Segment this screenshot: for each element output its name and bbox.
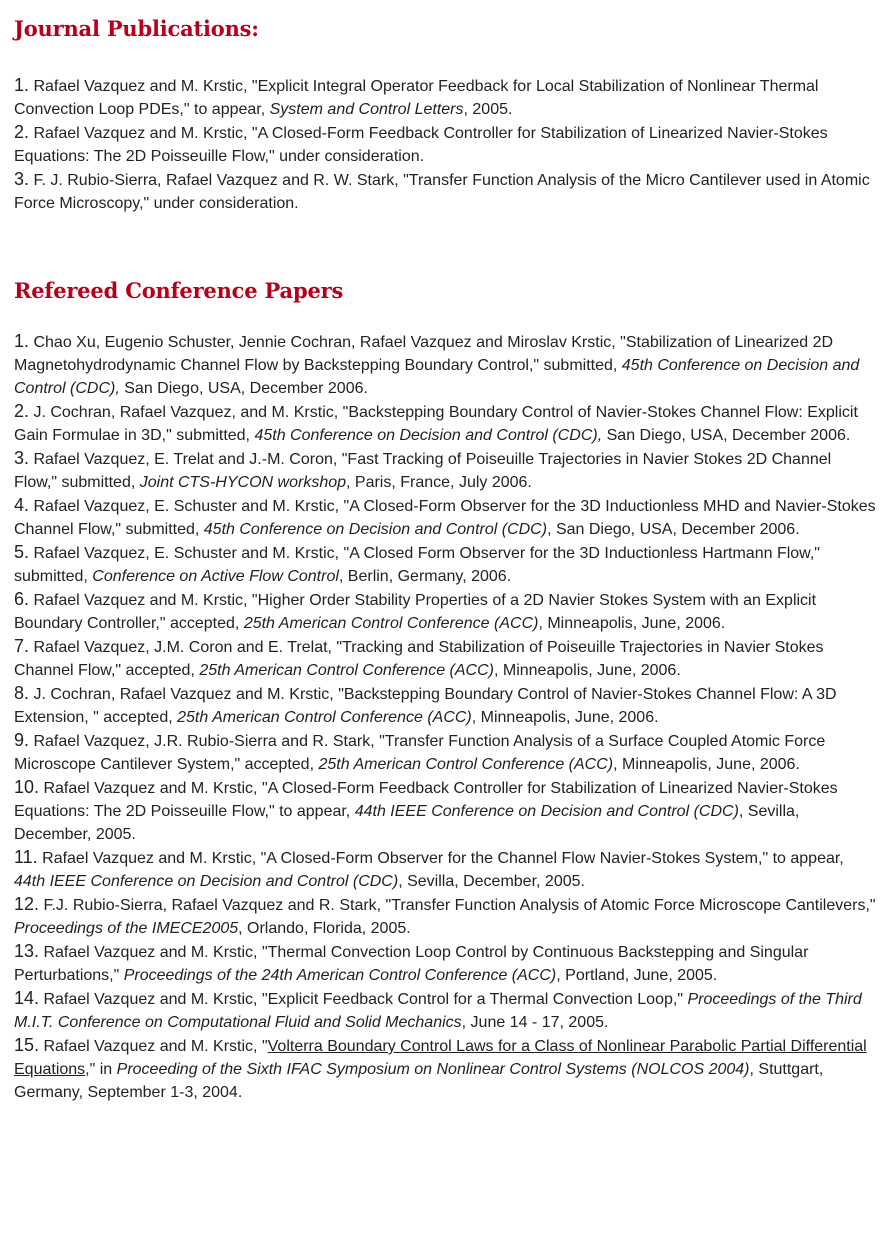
conference-entry	[14, 682, 876, 729]
entry-number: 2.	[14, 401, 30, 421]
entry-text: Rafael Vazquez and M. Krstic, "Explicit Integral Operator Feedback for Local Stabilization of Nonlinear Thermal Convection Loop PDEs," to appear,	[14, 78, 819, 118]
entry-number: 13.	[14, 941, 40, 961]
entry-details: , Minneapolis, June, 2006.	[538, 615, 726, 632]
entry-number: 2.	[14, 122, 30, 142]
entry-number: 1.	[14, 75, 30, 95]
entry-details: , Minneapolis, June, 2006.	[613, 756, 800, 773]
conference-entry	[14, 447, 876, 494]
entry-text: F.J. Rubio-Sierra, Rafael Vazquez and R. Stark, "Transfer Function Analysis of Atomic Force Microscope Cantilevers,"	[39, 897, 876, 914]
entry-venue: System and Control Letters	[269, 101, 464, 118]
entry-details: , Stuttgart, Germany, September 1-3, 2004.	[14, 1061, 824, 1101]
journal-entry	[14, 168, 876, 215]
entry-text: Rafael Vazquez and M. Krstic, "Thermal Convection Loop Control by Continuous Backstepping and Singular Perturbations,"	[14, 944, 809, 984]
entry-number: 6.	[14, 589, 30, 609]
conference-papers-heading: Refereed Conference Papers	[14, 278, 344, 303]
entry-details: , June 14 - 17, 2005.	[461, 1014, 609, 1031]
conference-entry	[14, 893, 876, 940]
conference-entry	[14, 987, 876, 1034]
entry-number: 1.	[14, 331, 30, 351]
entry-details: , Minneapolis, June, 2006.	[471, 709, 659, 726]
entry-venue: 25th American Control Conference (ACC)	[243, 615, 539, 632]
conference-entry	[14, 588, 876, 635]
journal-entry	[14, 74, 876, 121]
entry-venue: 25th American Control Conference (ACC)	[177, 709, 472, 726]
conference-entry	[14, 846, 876, 893]
entry-venue: Proceedings of the Third M.I.T. Conference on Computational Fluid and Solid Mechanics	[14, 991, 862, 1031]
conference-entry	[14, 729, 876, 776]
entry-number: 5.	[14, 542, 30, 562]
journal-publications-heading: Journal Publications:	[14, 16, 259, 41]
entry-text: F. J. Rubio-Sierra, Rafael Vazquez and R. W. Stark, "Transfer Function Analysis of the Micro Cantilever used in Atomic Force Microscopy," under consideration.	[14, 172, 870, 212]
entry-details: San Diego, USA, December 2006.	[602, 427, 851, 444]
entry-number: 10.	[14, 777, 40, 797]
entry-details: , 2005.	[463, 101, 513, 118]
entry-venue: Joint CTS-HYCON workshop	[139, 474, 347, 491]
entry-venue: 45th Conference on Decision and Control (CDC),	[14, 357, 860, 397]
entry-text: Rafael Vazquez and M. Krstic, "A Closed-Form Feedback Controller for Stabilization of Linearized Navier-Stokes Equations: The 2D Poisseuille Flow," to appear,	[14, 780, 838, 820]
entry-number: 14.	[14, 988, 40, 1008]
entry-text: ," in	[85, 1061, 117, 1078]
conference-entry	[14, 400, 876, 447]
entry-details: , Sevilla, December, 2005.	[398, 873, 585, 890]
entry-venue: 25th American Control Conference (ACC)	[199, 662, 494, 679]
entry-venue: 25th American Control Conference (ACC)	[318, 756, 614, 773]
entry-venue: Proceedings of the 24th American Control Conference (ACC)	[123, 967, 557, 984]
conference-papers-list	[14, 330, 876, 1104]
entry-text: Rafael Vazquez and M. Krstic, "A Closed-Form Observer for the Channel Flow Navier-Stokes System," to appear,	[37, 850, 844, 867]
entry-number: 7.	[14, 636, 30, 656]
conference-entry	[14, 940, 876, 987]
journal-entry	[14, 121, 876, 168]
entry-venue: 45th Conference on Decision and Control (CDC),	[254, 427, 603, 444]
conference-entry	[14, 635, 876, 682]
entry-number: 3.	[14, 448, 30, 468]
entry-text: Rafael Vazquez, J.R. Rubio-Sierra and R. Stark, "Transfer Function Analysis of a Surface Coupled Atomic Force Microscope Cantilever System," accepted,	[14, 733, 826, 773]
entry-text: Rafael Vazquez, E. Schuster and M. Krstic, "A Closed-Form Observer for the 3D Inductionless MHD and Navier-Stokes Channel Flow," submitted,	[14, 498, 876, 538]
entry-text: Rafael Vazquez, J.M. Coron and E. Trelat, "Tracking and Stabilization of Poiseuille Trajectories in Navier Stokes Channel Flow," accepted,	[14, 639, 824, 679]
entry-text: Rafael Vazquez and M. Krstic, "Higher Order Stability Properties of a 2D Navier Stokes System with an Explicit Boundary Controller," accepted,	[14, 592, 817, 632]
entry-text: Rafael Vazquez and M. Krstic, "Explicit Feedback Control for a Thermal Convection Loop,"	[39, 991, 688, 1008]
entry-text: Rafael Vazquez and M. Krstic, "	[39, 1038, 268, 1055]
entry-venue: 45th Conference on Decision and Control (CDC)	[203, 521, 548, 538]
entry-details: San Diego, USA, December 2006.	[119, 380, 368, 397]
conference-entry	[14, 494, 876, 541]
entry-number: 12.	[14, 894, 40, 914]
entry-text: Rafael Vazquez, E. Schuster and M. Krstic, "A Closed Form Observer for the 3D Inductionless Hartmann Flow," submitted,	[14, 545, 820, 585]
entry-details: , Portland, June, 2005.	[556, 967, 718, 984]
entry-venue: 44th IEEE Conference on Decision and Control (CDC)	[354, 803, 739, 820]
entry-details: , San Diego, USA, December 2006.	[547, 521, 800, 538]
entry-number: 3.	[14, 169, 30, 189]
entry-text: J. Cochran, Rafael Vazquez, and M. Krstic, "Backstepping Boundary Control of Navier-Stokes Channel Flow: Explicit Gain Formulae in 3D," submitted,	[14, 404, 858, 444]
entry-details: , Orlando, Florida, 2005.	[238, 920, 411, 937]
conference-entry	[14, 1034, 876, 1104]
entry-text: J. Cochran, Rafael Vazquez and M. Krstic, "Backstepping Boundary Control of Navier-Stokes Channel Flow: A 3D Extension, " accepted,	[14, 686, 837, 726]
entry-number: 8.	[14, 683, 30, 703]
conference-entry	[14, 541, 876, 588]
entry-details: , Berlin, Germany, 2006.	[338, 568, 512, 585]
entry-number: 15.	[14, 1035, 40, 1055]
journal-publications-list	[14, 74, 876, 215]
entry-text: Chao Xu, Eugenio Schuster, Jennie Cochran, Rafael Vazquez and Miroslav Krstic, "Stabilization of Linearized 2D Magnetohydrodynamic Channel Flow by Backstepping Boundary Control," submitted,	[14, 334, 834, 374]
conference-entry	[14, 330, 876, 400]
entry-text: Rafael Vazquez, E. Trelat and J.-M. Coron, "Fast Tracking of Poiseuille Trajectories in Navier Stokes 2D Channel Flow," submitted,	[14, 451, 832, 491]
entry-details: , Paris, France, July 2006.	[346, 474, 532, 491]
entry-venue: 44th IEEE Conference on Decision and Control (CDC)	[14, 873, 399, 890]
entry-number: 9.	[14, 730, 30, 750]
entry-details: , Sevilla, December, 2005.	[14, 803, 800, 843]
entry-text: Rafael Vazquez and M. Krstic, "A Closed-Form Feedback Controller for Stabilization of Linearized Navier-Stokes Equations: The 2D Poisseuille Flow," under consideration.	[14, 125, 828, 165]
entry-venue: Proceeding of the Sixth IFAC Symposium on Nonlinear Control Systems (NOLCOS 2004)	[116, 1061, 750, 1078]
conference-entry	[14, 776, 876, 846]
entry-number: 4.	[14, 495, 30, 515]
entry-venue: Conference on Active Flow Control	[92, 568, 339, 585]
entry-details: , Minneapolis, June, 2006.	[493, 662, 681, 679]
paper-title-link[interactable]: Volterra Boundary Control Laws for a Class of Nonlinear Parabolic Partial Differential Equations	[14, 1038, 867, 1078]
entry-number: 11.	[14, 847, 38, 867]
entry-venue: Proceedings of the IMECE2005	[14, 920, 239, 937]
